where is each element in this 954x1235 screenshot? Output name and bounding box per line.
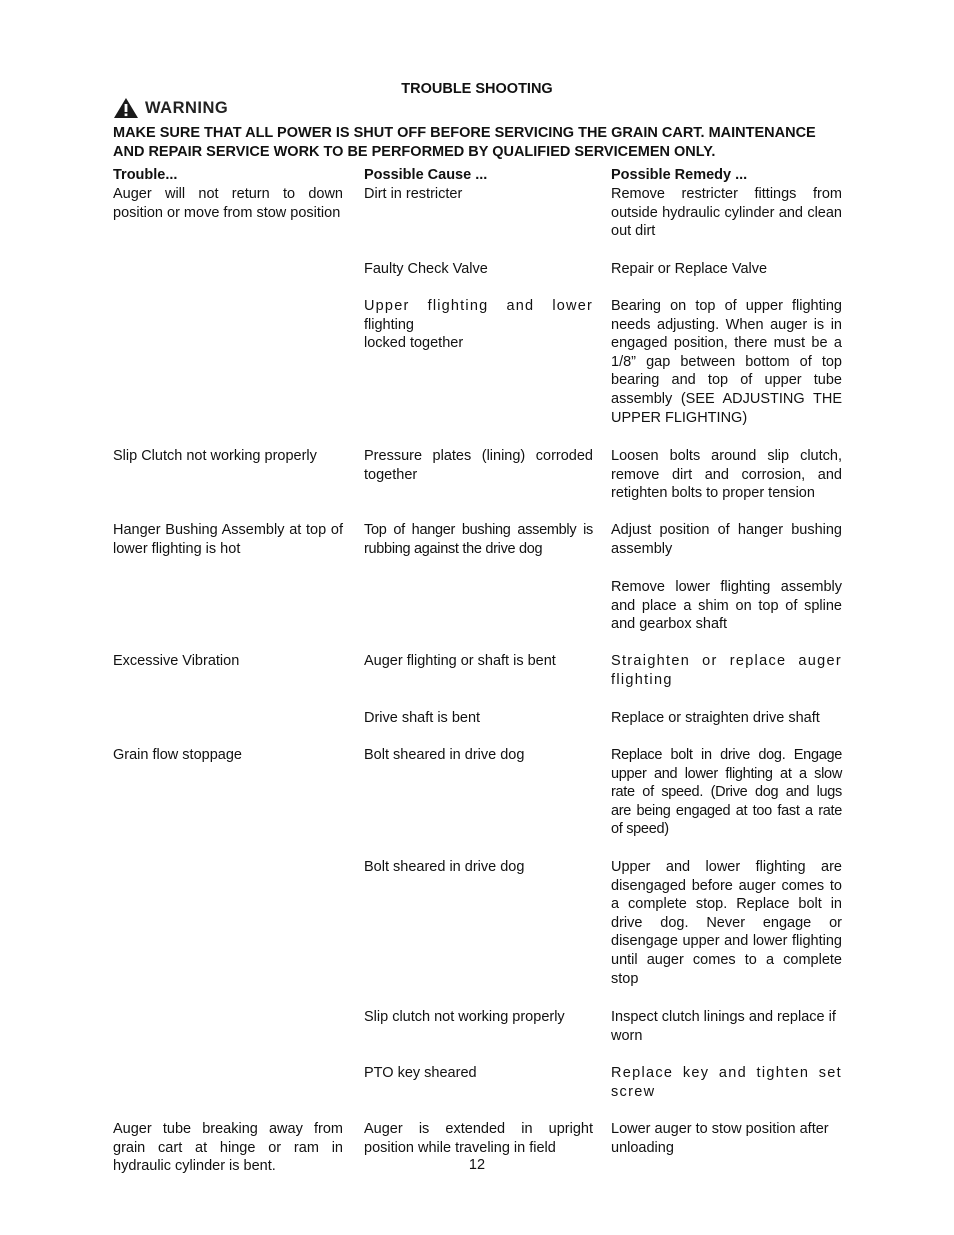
column-header-remedy: Possible Remedy ... (611, 167, 748, 183)
page-number: 12 (468, 1157, 486, 1173)
warning-banner (113, 97, 228, 119)
remedy-cell: Replace key and tighten set screw (611, 1065, 842, 1100)
cause-cell: Slip clutch not working properly (364, 1009, 565, 1025)
warning-triangle-icon (113, 97, 139, 119)
cause-cell: PTO key sheared (364, 1065, 477, 1081)
remedy-cell: Upper and lower flighting are disengaged before auger comes to a complete stop. Replace bolt in drive dog. Never engage or disengage upper and lower flighting until auger comes to a complete stop (611, 859, 842, 987)
column-header-cause: Possible Cause ... (364, 167, 488, 183)
cause-cell: Bolt sheared in drive dog (364, 859, 525, 875)
trouble-cell: Excessive Vibration (113, 653, 240, 669)
remedy-cell: Inspect clutch linings and replace if worn (611, 1009, 836, 1044)
remedy-cell: Bearing on top of upper flighting needs adjusting. When auger is in engaged position, there must be a 1/8” gap between bottom of top bearing and top of upper tube assembly (SEE ADJUSTING THE UPPER FLIGHTING) (611, 298, 842, 426)
cause-cell: Faulty Check Valve (364, 261, 488, 277)
remedy-cell: Remove lower flighting assembly and place a shim on top of spline and gearbox shaft (611, 579, 842, 633)
warning-label: WARNING (145, 98, 229, 117)
trouble-cell: Auger will not return to down position or move from stow position (113, 186, 343, 221)
cause-cell: Drive shaft is bent (364, 710, 481, 726)
column-header-trouble: Trouble... (113, 167, 178, 183)
cause-cell: Bolt sheared in drive dog (364, 747, 525, 763)
trouble-cell: Hanger Bushing Assembly at top of lower flighting is hot (113, 522, 343, 557)
remedy-cell: Replace bolt in drive dog. Engage upper and lower flighting at a slow rate of speed. (Drive dog and lugs are being engaged at too fast a rate of speed) (611, 747, 842, 838)
remedy-cell: Lower auger to stow position after unloading (611, 1121, 829, 1156)
cause-cell-line: locked together (364, 335, 464, 352)
page-title: TROUBLE SHOOTING (401, 81, 553, 97)
remedy-cell: Adjust position of hanger bushing assembly (611, 522, 842, 557)
cause-cell: Top of hanger bushing assembly is rubbing against the drive dog (364, 522, 593, 557)
trouble-cell: Auger tube breaking away from grain cart at hinge or ram in hydraulic cylinder is bent. (113, 1121, 343, 1175)
cause-cell-line: Upper flighting and lower (364, 298, 593, 314)
cause-cell: Auger is extended in upright position while traveling in field (364, 1121, 593, 1156)
remedy-cell: Loosen bolts around slip clutch, remove dirt and corrosion, and retighten bolts to proper tension (611, 448, 842, 502)
remedy-cell: Repair or Replace Valve (611, 261, 768, 277)
remedy-cell: Straighten or replace auger flighting (611, 653, 842, 688)
cause-cell: Auger flighting or shaft is bent (364, 653, 556, 669)
cause-cell: Dirt in restricter (364, 186, 463, 202)
cause-cell: Pressure plates (lining) corroded together (364, 448, 593, 483)
remedy-cell: Remove restricter fittings from outside hydraulic cylinder and clean out dirt (611, 186, 842, 240)
trouble-cell: Grain flow stoppage (113, 747, 242, 763)
cause-cell-line: flighting (364, 316, 414, 333)
trouble-cell: Slip Clutch not working properly (113, 448, 317, 464)
remedy-cell: Replace or straighten drive shaft (611, 710, 820, 726)
warning-text: MAKE SURE THAT ALL POWER IS SHUT OFF BEFORE SERVICING THE GRAIN CART. MAINTENANCE AND REPAIR SERVICE WORK TO BE PERFORMED BY QUALIFIED SERVICEMEN ONLY. (113, 125, 816, 160)
